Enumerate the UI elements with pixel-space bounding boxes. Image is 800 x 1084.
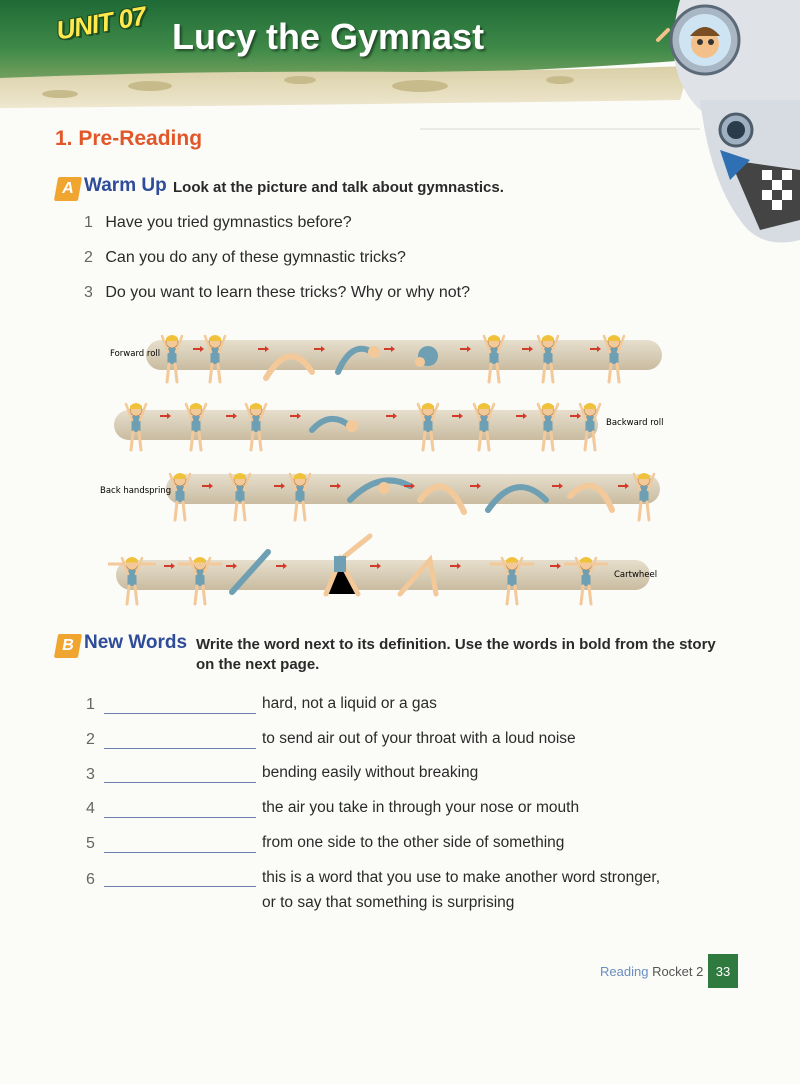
definition-number: 1 (86, 696, 95, 713)
definition-text: from one side to the other side of something (262, 834, 565, 851)
definition-number: 3 (86, 766, 95, 783)
question-text: Can you do any of these gymnastic tricks? (105, 249, 406, 266)
forward-roll-row (146, 335, 662, 382)
brand-rocket: Rocket 2 (652, 964, 704, 979)
definition-number: 5 (86, 835, 95, 852)
question-text: Have you tried gymnastics before? (105, 214, 352, 231)
unit-title: Lucy the Gymnast (172, 16, 485, 57)
page-number: 33 (708, 954, 738, 988)
new-words-instruction-line2: on the next page. (196, 656, 320, 673)
question-number: 2 (84, 249, 93, 266)
question-number: 1 (84, 214, 93, 231)
section-b-badge: B (54, 634, 82, 658)
definition-text: hard, not a liquid or a gas (262, 695, 437, 712)
definition-text: to send air out of your throat with a loud noise (262, 730, 576, 747)
backward-roll-row (114, 403, 600, 450)
definition-text: bending easily without breaking (262, 764, 479, 781)
section-a-badge: A (54, 177, 82, 201)
unit-number-badge: UNIT 07 (53, 0, 148, 46)
back-handspring-row (166, 473, 660, 520)
label-cartwheel: Cartwheel (614, 570, 658, 580)
warm-up-instruction: Look at the picture and talk about gymnastics. (173, 179, 504, 196)
definition-text: this is a word that you use to make another word stronger, (262, 869, 661, 886)
new-words-title: New Words (84, 632, 188, 653)
answer-blank[interactable] (104, 817, 256, 818)
answer-blank[interactable] (104, 713, 256, 714)
section-heading: 1. Pre-Reading (55, 127, 203, 150)
question-number: 3 (84, 284, 93, 301)
answer-blank[interactable] (104, 748, 256, 749)
label-back-handspring: Back handspring (100, 486, 172, 496)
answer-blank[interactable] (104, 852, 256, 853)
definition-number: 6 (86, 871, 95, 888)
definition-text: the air you take in through your nose or mouth (262, 799, 580, 816)
answer-blank[interactable] (104, 782, 256, 783)
answer-blank[interactable] (104, 886, 256, 887)
question-text: Do you want to learn these tricks? Why or why not? (105, 284, 470, 301)
brand-reading: Reading (600, 964, 649, 979)
definition-text-continued: or to say that something is surprising (262, 894, 515, 911)
definition-number: 2 (86, 731, 95, 748)
cartwheel-row (108, 536, 650, 604)
warm-up-title: Warm Up (84, 175, 167, 196)
book-brand (600, 964, 703, 979)
new-words-instruction-line1: Write the word next to its definition. Use the words in bold from the story (196, 636, 716, 653)
definition-number: 4 (86, 800, 95, 817)
label-forward-roll: Forward roll (110, 349, 161, 359)
label-backward-roll: Backward roll (606, 418, 664, 428)
